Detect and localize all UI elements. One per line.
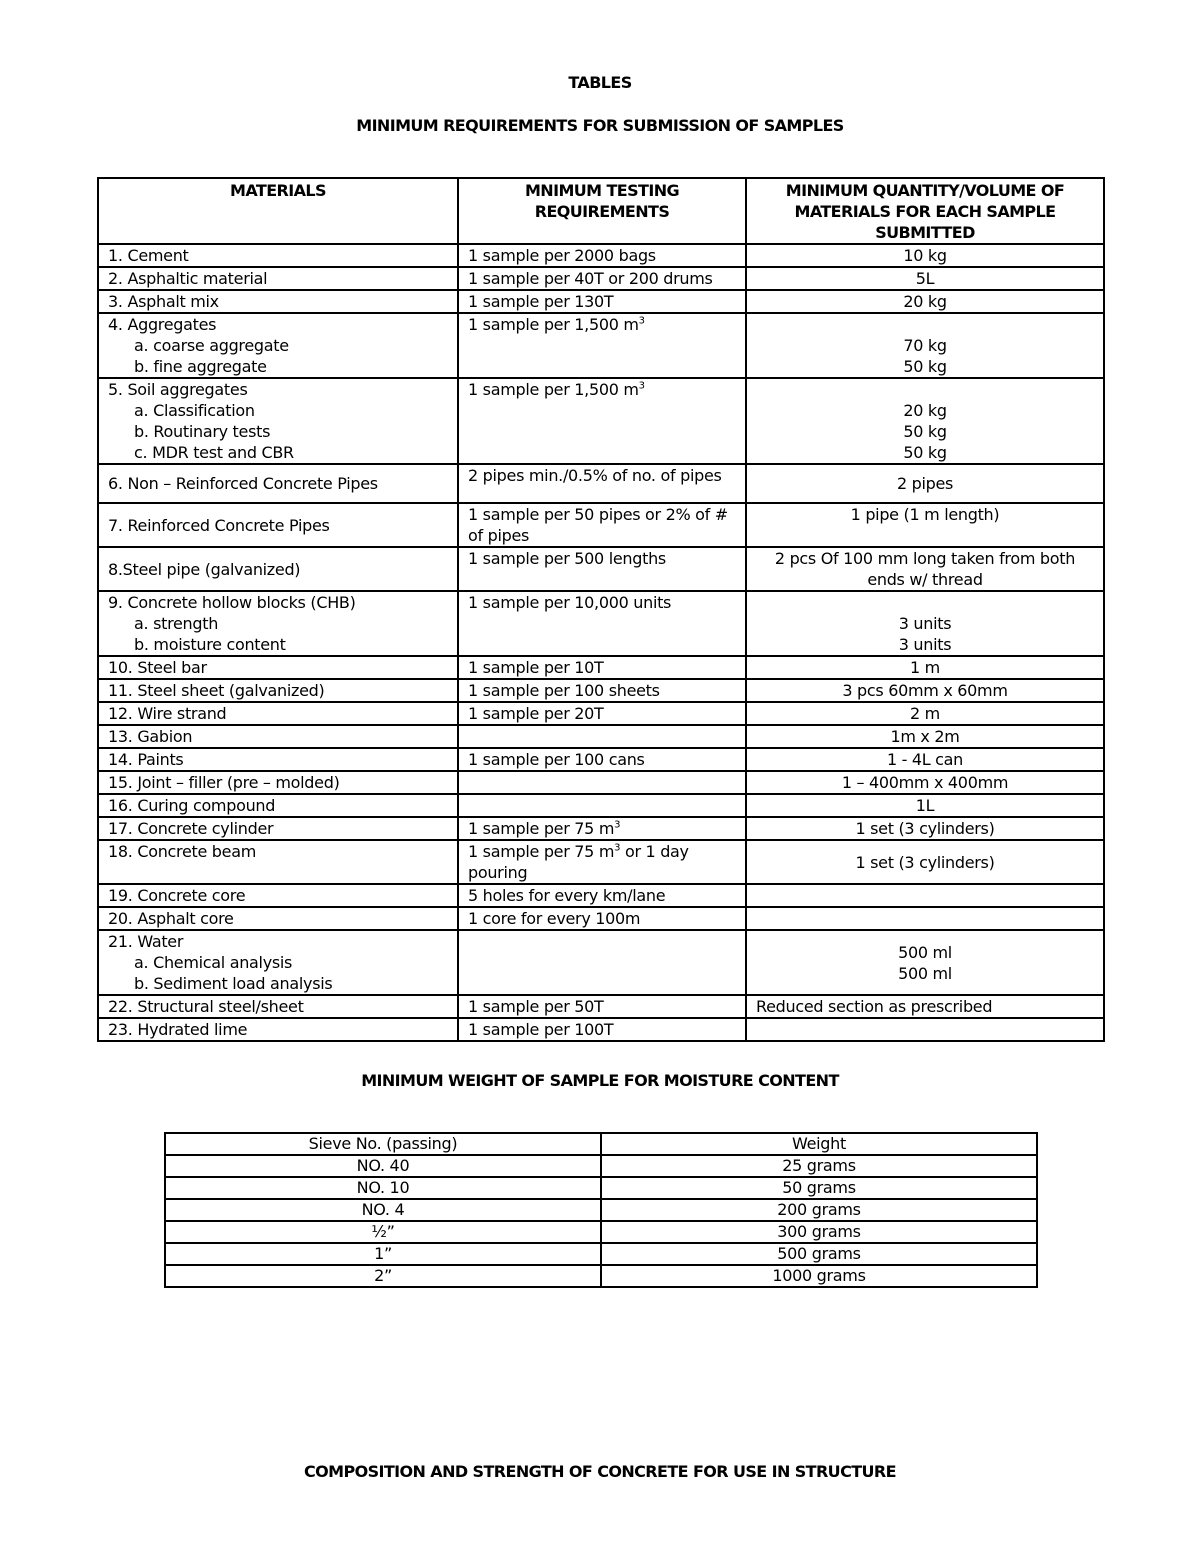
quantity-cell: 1 m bbox=[746, 656, 1104, 679]
sieve-cell: NO. 40 bbox=[165, 1155, 601, 1177]
quantity-cell: 1m x 2m bbox=[746, 725, 1104, 748]
table-row bbox=[98, 591, 1104, 656]
material-cell: 18. Concrete beam bbox=[98, 840, 458, 884]
table-row bbox=[165, 1177, 1037, 1199]
table-row bbox=[98, 725, 1104, 748]
table-row bbox=[165, 1199, 1037, 1221]
quantity-sub-item: 500 ml bbox=[898, 942, 952, 962]
superscript: 3 bbox=[614, 819, 621, 831]
material-label: 4. Aggregates bbox=[108, 315, 217, 334]
material-sub-item: a. Classification bbox=[134, 401, 255, 420]
material-cell bbox=[98, 313, 458, 378]
testing-text-rest: or 1 day pouring bbox=[468, 842, 689, 882]
quantity-cell: 2 pcs Of 100 mm long taken from both ends w/ thread bbox=[746, 547, 1104, 591]
header-weight: Weight bbox=[601, 1133, 1037, 1155]
sieve-cell: NO. 4 bbox=[165, 1199, 601, 1221]
material-label: 5. Soil aggregates bbox=[108, 380, 248, 399]
table-row bbox=[98, 547, 1104, 591]
quantity-cell: 2 m bbox=[746, 702, 1104, 725]
testing-cell bbox=[458, 817, 746, 840]
material-cell: 1. Cement bbox=[98, 244, 458, 267]
sieve-cell: 1” bbox=[165, 1243, 601, 1265]
quantity-cell bbox=[746, 930, 1104, 995]
material-cell: 10. Steel bar bbox=[98, 656, 458, 679]
material-cell: 20. Asphalt core bbox=[98, 907, 458, 930]
weight-cell: 1000 grams bbox=[601, 1265, 1037, 1287]
table-row bbox=[98, 267, 1104, 290]
sieve-cell: ½” bbox=[165, 1221, 601, 1243]
quantity-cell: Reduced section as prescribed bbox=[746, 995, 1104, 1018]
quantity-sub-item: 50 kg bbox=[903, 443, 947, 462]
superscript: 3 bbox=[638, 380, 645, 392]
material-cell: 2. Asphaltic material bbox=[98, 267, 458, 290]
material-cell: 12. Wire strand bbox=[98, 702, 458, 725]
material-sub-item: a. strength bbox=[134, 614, 219, 633]
quantity-cell: 5L bbox=[746, 267, 1104, 290]
testing-cell bbox=[458, 794, 746, 817]
testing-text: 1 sample per 1,500 m bbox=[468, 380, 639, 399]
quantity-sub-item: 3 units bbox=[898, 635, 952, 654]
table-row bbox=[165, 1243, 1037, 1265]
material-label: 9. Concrete hollow blocks (CHB) bbox=[108, 593, 356, 612]
quantity-sub-item: 50 kg bbox=[903, 357, 947, 376]
material-sub-item: b. fine aggregate bbox=[134, 357, 267, 376]
material-cell: 3. Asphalt mix bbox=[98, 290, 458, 313]
weight-cell: 25 grams bbox=[601, 1155, 1037, 1177]
quantity-sub-item: 500 ml bbox=[898, 963, 952, 983]
testing-cell: 1 sample per 50T bbox=[458, 995, 746, 1018]
material-cell: 22. Structural steel/sheet bbox=[98, 995, 458, 1018]
material-cell: 7. Reinforced Concrete Pipes bbox=[98, 503, 458, 547]
weight-cell: 500 grams bbox=[601, 1243, 1037, 1265]
table-row bbox=[98, 679, 1104, 702]
testing-cell: 1 sample per 130T bbox=[458, 290, 746, 313]
material-cell: 17. Concrete cylinder bbox=[98, 817, 458, 840]
testing-cell: 1 sample per 100T bbox=[458, 1018, 746, 1041]
material-cell bbox=[98, 378, 458, 464]
quantity-cell: 1L bbox=[746, 794, 1104, 817]
material-sub-item: a. Chemical analysis bbox=[134, 953, 293, 972]
quantity-cell: 10 kg bbox=[746, 244, 1104, 267]
moisture-sample-table bbox=[164, 1132, 1038, 1288]
material-sub-item: a. coarse aggregate bbox=[134, 336, 289, 355]
table-row bbox=[98, 884, 1104, 907]
quantity-cell: 20 kg bbox=[746, 290, 1104, 313]
table-row bbox=[98, 771, 1104, 794]
header-quantity: MINIMUM QUANTITY/VOLUME OF MATERIALS FOR EACH SAMPLE SUBMITTED bbox=[746, 178, 1104, 244]
table-row bbox=[98, 290, 1104, 313]
testing-cell bbox=[458, 840, 746, 884]
table-row bbox=[98, 702, 1104, 725]
material-sub-item: c. MDR test and CBR bbox=[134, 443, 294, 462]
header-testing: MNIMUM TESTING REQUIREMENTS bbox=[458, 178, 746, 244]
material-cell: 16. Curing compound bbox=[98, 794, 458, 817]
table-row bbox=[98, 995, 1104, 1018]
testing-cell bbox=[458, 313, 746, 378]
testing-cell: 1 sample per 50 pipes or 2% of # of pipes bbox=[458, 503, 746, 547]
quantity-cell bbox=[746, 313, 1104, 378]
table-row bbox=[98, 748, 1104, 771]
material-sub-item: b. moisture content bbox=[134, 635, 286, 654]
quantity-cell: 1 pipe (1 m length) bbox=[746, 503, 1104, 547]
sieve-cell: 2” bbox=[165, 1265, 601, 1287]
quantity-sub-item: 3 units bbox=[898, 614, 952, 633]
material-cell: 11. Steel sheet (galvanized) bbox=[98, 679, 458, 702]
weight-cell: 300 grams bbox=[601, 1221, 1037, 1243]
material-cell bbox=[98, 930, 458, 995]
table-row bbox=[98, 464, 1104, 503]
table-row bbox=[98, 840, 1104, 884]
testing-text: 1 sample per 75 m bbox=[468, 819, 615, 838]
table2-heading: MINIMUM WEIGHT OF SAMPLE FOR MOISTURE CONTENT bbox=[361, 1071, 839, 1090]
testing-cell bbox=[458, 725, 746, 748]
table-row bbox=[98, 817, 1104, 840]
table-row bbox=[165, 1265, 1037, 1287]
material-cell: 14. Paints bbox=[98, 748, 458, 771]
table-header-row bbox=[165, 1133, 1037, 1155]
quantity-cell: 2 pipes bbox=[746, 464, 1104, 503]
material-cell: 6. Non – Reinforced Concrete Pipes bbox=[98, 464, 458, 503]
material-sub-item: b. Sediment load analysis bbox=[134, 974, 333, 993]
testing-cell bbox=[458, 771, 746, 794]
testing-cell: 1 sample per 500 lengths bbox=[458, 547, 746, 591]
quantity-cell bbox=[746, 1018, 1104, 1041]
quantity-cell: 1 set (3 cylinders) bbox=[746, 817, 1104, 840]
table-row bbox=[98, 503, 1104, 547]
testing-cell bbox=[458, 930, 746, 995]
quantity-sub-item: 50 kg bbox=[903, 422, 947, 441]
testing-cell bbox=[458, 378, 746, 464]
weight-cell: 200 grams bbox=[601, 1199, 1037, 1221]
testing-cell: 5 holes for every km/lane bbox=[458, 884, 746, 907]
material-sub-item: b. Routinary tests bbox=[134, 422, 271, 441]
testing-cell: 1 sample per 100 sheets bbox=[458, 679, 746, 702]
spacer bbox=[747, 314, 1103, 335]
quantity-cell bbox=[746, 907, 1104, 930]
testing-text: 1 sample per 75 m bbox=[468, 842, 615, 861]
superscript: 3 bbox=[638, 315, 645, 327]
table-row bbox=[98, 930, 1104, 995]
material-cell: 8.Steel pipe (galvanized) bbox=[98, 547, 458, 591]
testing-cell: 2 pipes min./0.5% of no. of pipes bbox=[458, 464, 746, 503]
sample-requirements-table bbox=[97, 177, 1105, 1042]
quantity-sub-item: 70 kg bbox=[903, 336, 947, 355]
header-sieve: Sieve No. (passing) bbox=[165, 1133, 601, 1155]
material-cell: 13. Gabion bbox=[98, 725, 458, 748]
table-row bbox=[98, 313, 1104, 378]
table-row bbox=[98, 244, 1104, 267]
table1-heading: MINIMUM REQUIREMENTS FOR SUBMISSION OF SAMPLES bbox=[356, 116, 844, 135]
table-row bbox=[98, 1018, 1104, 1041]
testing-cell: 1 sample per 2000 bags bbox=[458, 244, 746, 267]
quantity-cell bbox=[746, 378, 1104, 464]
table-row bbox=[98, 378, 1104, 464]
quantity-cell: 3 pcs 60mm x 60mm bbox=[746, 679, 1104, 702]
weight-cell: 50 grams bbox=[601, 1177, 1037, 1199]
table-row bbox=[165, 1221, 1037, 1243]
material-cell: 19. Concrete core bbox=[98, 884, 458, 907]
quantity-cell: 1 set (3 cylinders) bbox=[746, 840, 1104, 884]
quantity-sub-item: 20 kg bbox=[903, 401, 947, 420]
superscript: 3 bbox=[614, 842, 621, 854]
testing-cell: 1 sample per 100 cans bbox=[458, 748, 746, 771]
material-label: 21. Water bbox=[108, 932, 184, 951]
quantity-cell bbox=[746, 591, 1104, 656]
material-cell bbox=[98, 591, 458, 656]
page-title: TABLES bbox=[568, 73, 632, 92]
material-cell: 15. Joint – filler (pre – molded) bbox=[98, 771, 458, 794]
material-cell: 23. Hydrated lime bbox=[98, 1018, 458, 1041]
testing-cell: 1 sample per 10T bbox=[458, 656, 746, 679]
testing-text: 1 sample per 1,500 m bbox=[468, 315, 639, 334]
testing-cell: 1 sample per 40T or 200 drums bbox=[458, 267, 746, 290]
quantity-cell: 1 - 4L can bbox=[746, 748, 1104, 771]
section3-heading: COMPOSITION AND STRENGTH OF CONCRETE FOR USE IN STRUCTURE bbox=[304, 1462, 896, 1481]
spacer bbox=[747, 592, 1103, 613]
testing-cell: 1 sample per 20T bbox=[458, 702, 746, 725]
table-header-row bbox=[98, 178, 1104, 244]
table-row bbox=[98, 794, 1104, 817]
quantity-cell: 1 – 400mm x 400mm bbox=[746, 771, 1104, 794]
header-materials: MATERIALS bbox=[98, 178, 458, 244]
quantity-cell bbox=[746, 884, 1104, 907]
spacer bbox=[747, 379, 1103, 400]
sieve-cell: NO. 10 bbox=[165, 1177, 601, 1199]
testing-cell: 1 sample per 10,000 units bbox=[458, 591, 746, 656]
table-row bbox=[165, 1155, 1037, 1177]
table-row bbox=[98, 907, 1104, 930]
table-row bbox=[98, 656, 1104, 679]
testing-cell: 1 core for every 100m bbox=[458, 907, 746, 930]
